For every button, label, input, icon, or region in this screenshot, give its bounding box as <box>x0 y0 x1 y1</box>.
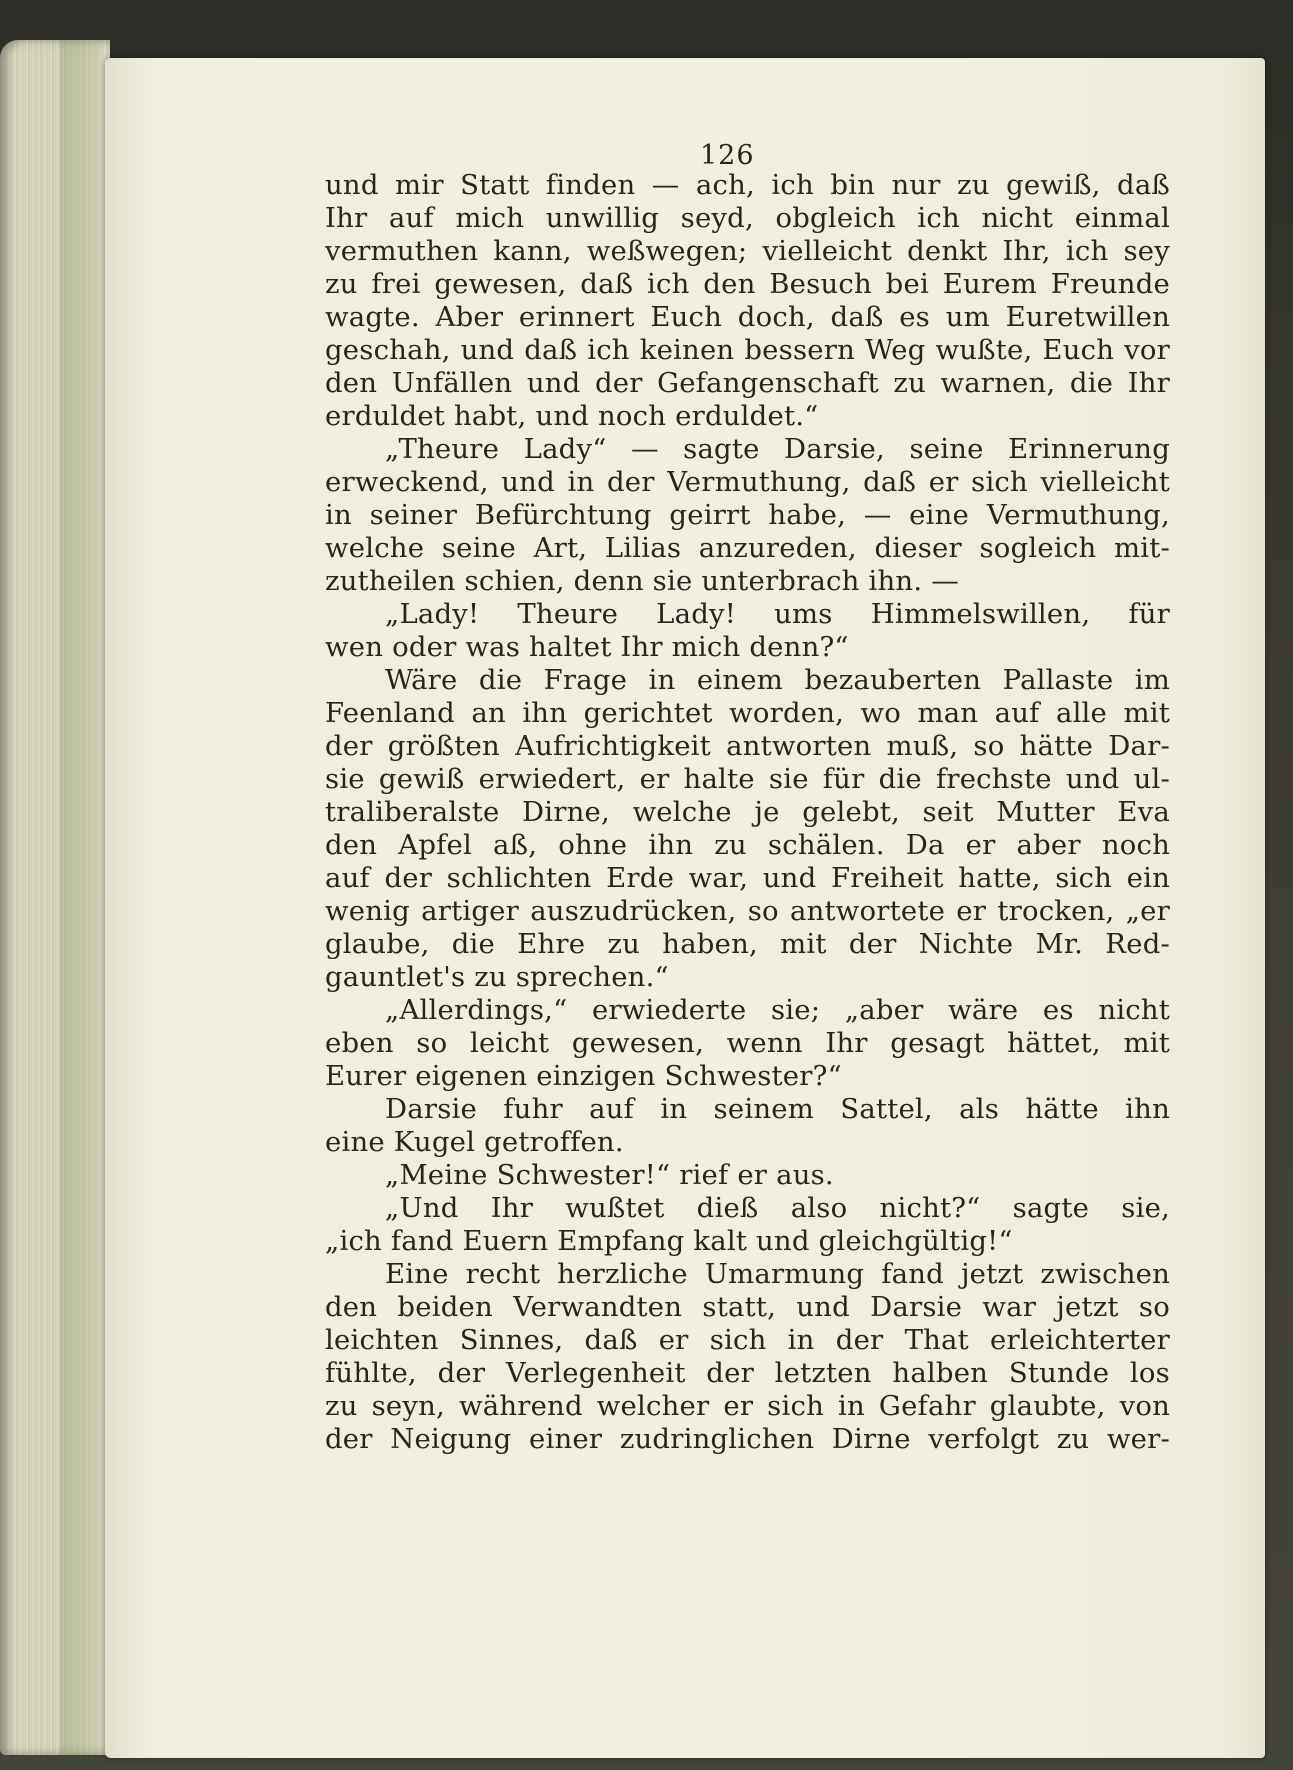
text-line: fühlte, der Verlegenheit der letzten halben Stunde los <box>325 1357 1170 1389</box>
scanner-top-edge <box>0 0 1293 48</box>
text-line: wen oder was haltet Ihr mich denn?“ <box>325 631 849 663</box>
text-line: Ihr auf mich unwillig seyd, obgleich ich nicht einmal <box>325 202 1170 234</box>
text-line: in seiner Befürchtung geirrt habe, — eine Vermuthung, <box>325 499 1170 531</box>
text-line: welche seine Art, Lilias anzureden, dieser sogleich mit- <box>325 532 1170 564</box>
text-line: Feenland an ihn gerichtet worden, wo man auf alle mit <box>325 697 1170 729</box>
text-line: „Meine Schwester!“ rief er aus. <box>385 1159 834 1191</box>
book-page-edges <box>0 40 110 1755</box>
page-number: 126 <box>700 140 755 171</box>
text-line: auf der schlichten Erde war, und Freiheit hatte, sich ein <box>325 862 1170 894</box>
text-line: den beiden Verwandten statt, und Darsie war jetzt so <box>325 1291 1170 1323</box>
text-line: gauntlet's zu sprechen.“ <box>325 961 669 993</box>
text-line: der Neigung einer zudringlichen Dirne verfolgt zu wer- <box>325 1423 1170 1455</box>
text-line: zutheilen schien, denn sie unterbrach ihn. — <box>325 565 959 597</box>
text-line: Eurer eigenen einzigen Schwester?“ <box>325 1060 842 1092</box>
text-line: „Und Ihr wußtet dieß also nicht?“ sagte sie, <box>385 1192 1170 1224</box>
text-line: wenig artiger auszudrücken, so antwortete er trocken, „er <box>325 895 1170 927</box>
text-line: eine Kugel getroffen. <box>325 1126 624 1158</box>
text-line: den Apfel aß, ohne ihn zu schälen. Da er aber noch <box>325 829 1170 861</box>
text-line: erweckend, und in der Vermuthung, daß er sich vielleicht <box>325 466 1170 498</box>
page-edge-tint <box>60 40 100 1755</box>
text-line: erduldet habt, und noch erduldet.“ <box>325 400 819 432</box>
text-line: „Lady! Theure Lady! ums Himmelswillen, für <box>385 598 1170 630</box>
text-line: Wäre die Frage in einem bezauberten Pallaste im <box>385 664 1170 696</box>
text-line: zu seyn, während welcher er sich in Gefahr glaubte, von <box>325 1390 1170 1422</box>
text-line: eben so leicht gewesen, wenn Ihr gesagt hättet, mit <box>325 1027 1170 1059</box>
text-line: und mir Statt finden — ach, ich bin nur zu gewiß, daß <box>325 169 1170 201</box>
text-line: der größten Aufrichtigkeit antworten muß, so hätte Dar- <box>325 730 1170 762</box>
text-line: geschah, und daß ich keinen bessern Weg wußte, Euch vor <box>325 334 1170 366</box>
text-line: sie gewiß erwiedert, er halte sie für die frechste und ul- <box>325 763 1170 795</box>
text-line: zu frei gewesen, daß ich den Besuch bei Eurem Freunde <box>325 268 1170 300</box>
text-line: Eine recht herzliche Umarmung fand jetzt zwischen <box>385 1258 1170 1290</box>
text-line: vermuthen kann, weßwegen; vielleicht denkt Ihr, ich sey <box>325 235 1170 267</box>
text-line: „Allerdings,“ erwiederte sie; „aber wäre es nicht <box>385 994 1170 1026</box>
text-line: „ich fand Euern Empfang kalt und gleichgültig!“ <box>325 1225 1013 1257</box>
text-line: traliberalste Dirne, welche je gelebt, seit Mutter Eva <box>325 796 1170 828</box>
text-line: wagte. Aber erinnert Euch doch, daß es um Euretwillen <box>325 301 1170 333</box>
text-line: leichten Sinnes, daß er sich in der That erleichterter <box>325 1324 1170 1356</box>
text-line: den Unfällen und der Gefangenschaft zu warnen, die Ihr <box>325 367 1170 399</box>
text-line: glaube, die Ehre zu haben, mit der Nichte Mr. Red- <box>325 928 1170 960</box>
text-line: „Theure Lady“ — sagte Darsie, seine Erinnerung <box>385 433 1170 465</box>
text-line: Darsie fuhr auf in seinem Sattel, als hätte ihn <box>385 1093 1170 1125</box>
